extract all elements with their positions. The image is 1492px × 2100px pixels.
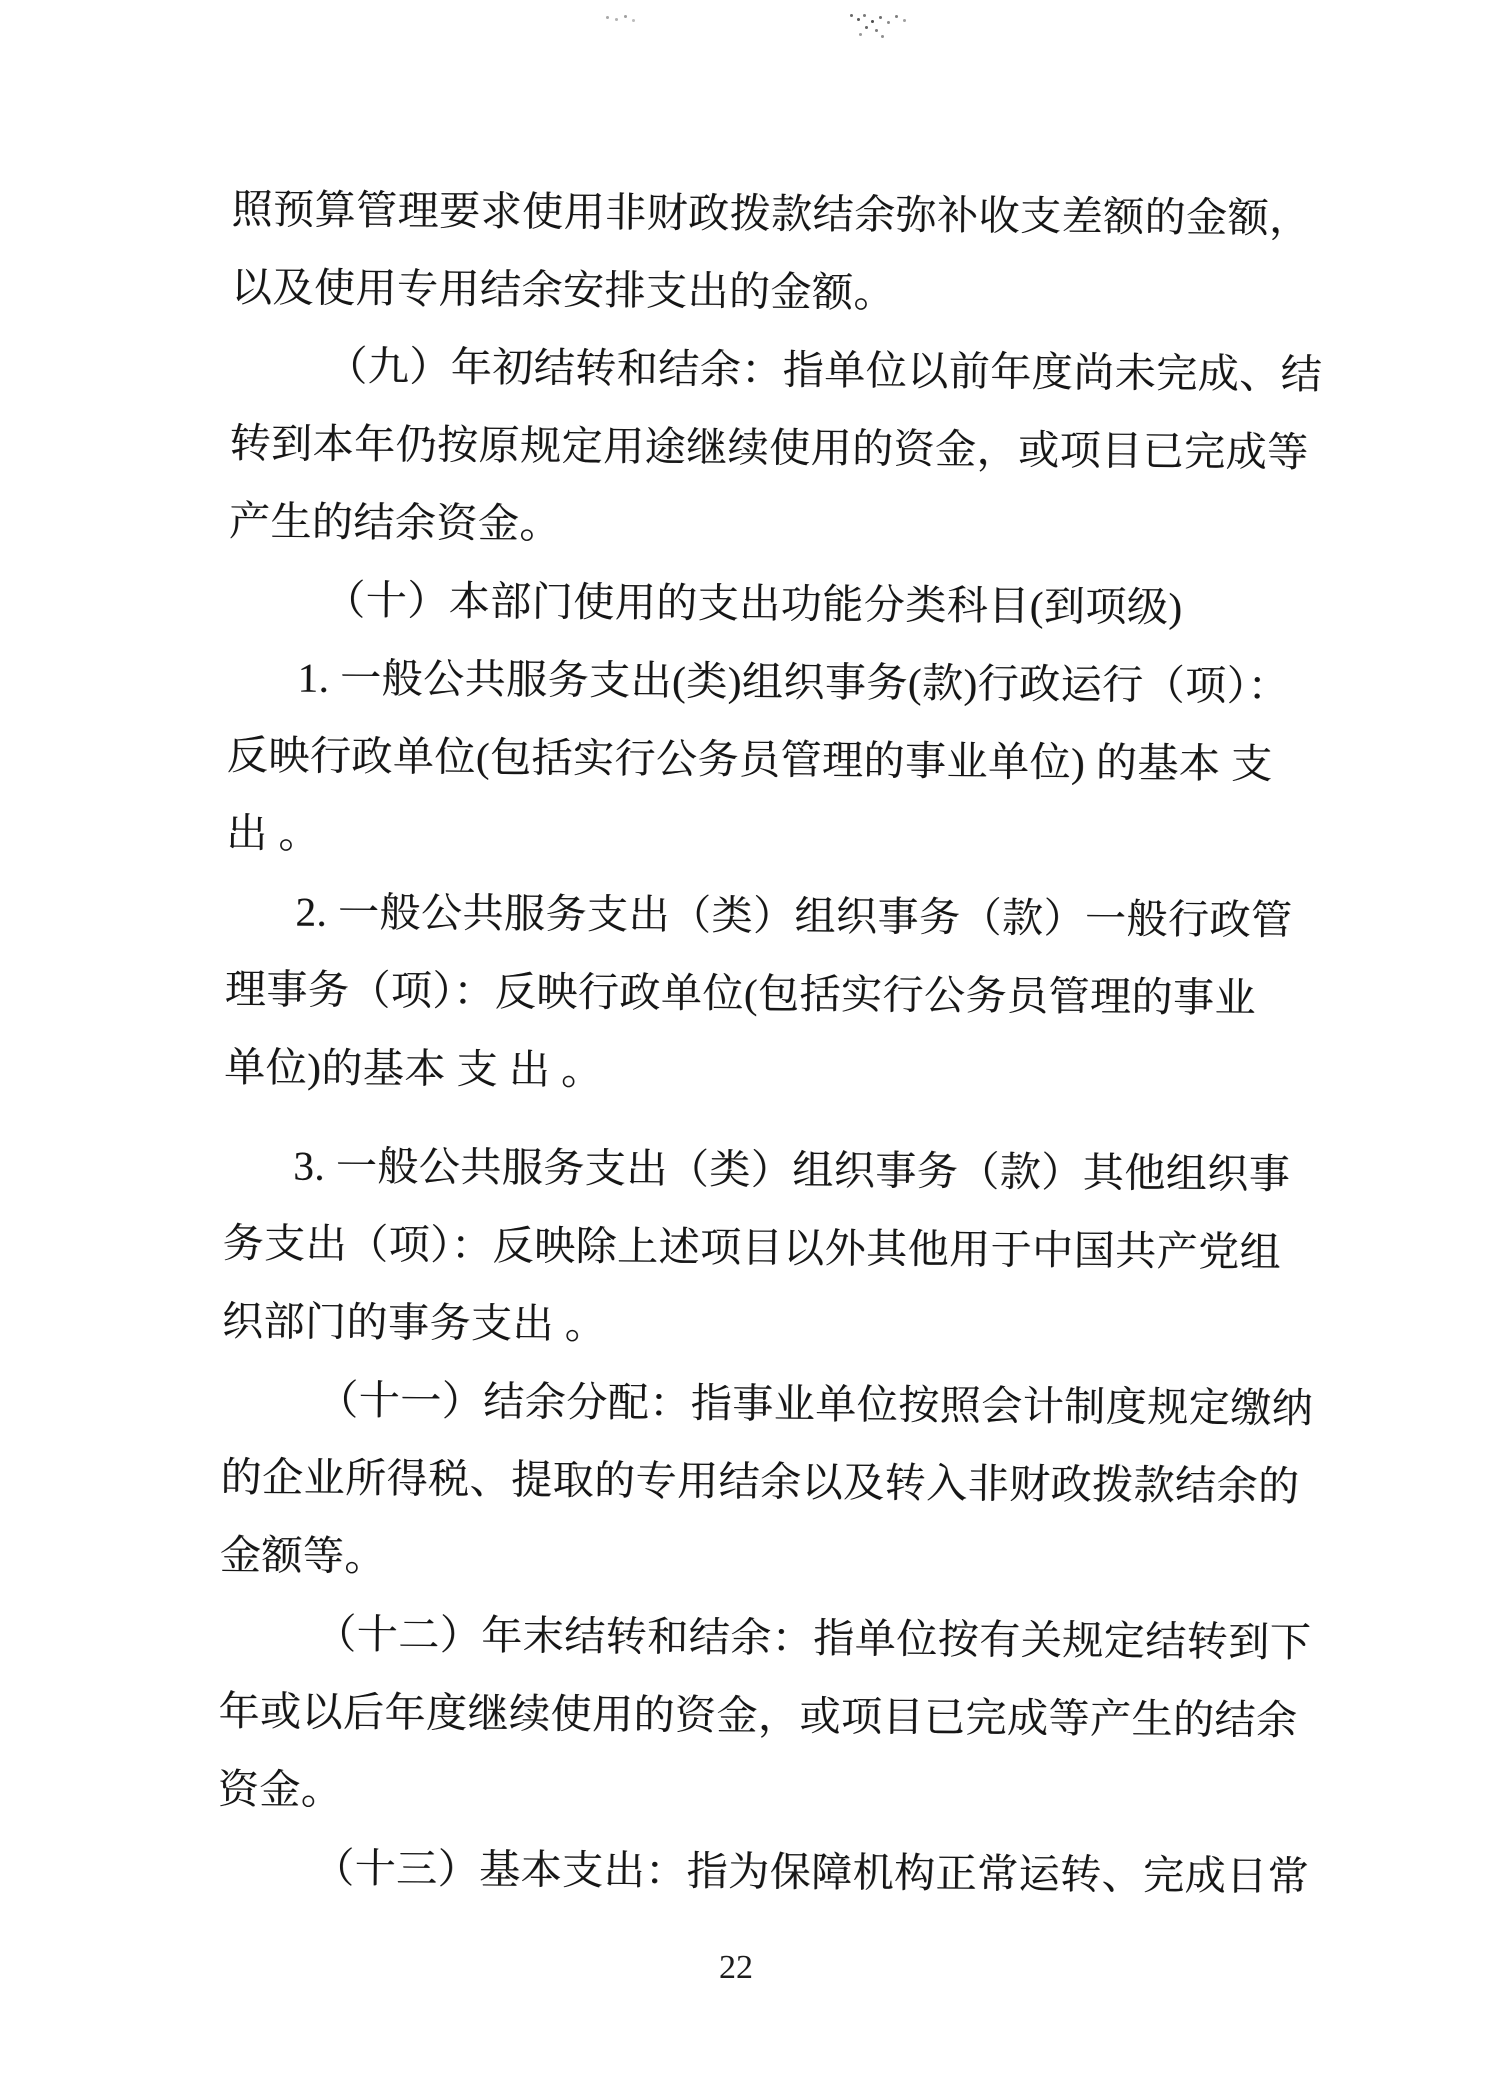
text-line: 的企业所得税、提取的专用结余以及转入非财政拨款结余的 (220, 1453, 1300, 1510)
text-line: （十三）基本支出：指为保障机构正常运转、完成日常 (312, 1844, 1310, 1900)
paragraph (222, 1126, 1334, 1370)
scan-noise-speck-left (606, 16, 609, 19)
paragraph (229, 326, 1341, 570)
text-line: 照预算管理要求使用非财政拨款结余弥补收支差额的金额， (231, 185, 1311, 242)
text-line: 资金。 (217, 1765, 343, 1814)
paragraph (220, 1360, 1332, 1604)
text-line: （十二）年末结转和结余：指单位按有关规定结转到下 (315, 1610, 1312, 1666)
paragraph (224, 872, 1336, 1116)
page-number: 22 (719, 1949, 753, 1986)
document-body (217, 170, 1342, 1916)
text-line: 织部门的事务支出 。 (221, 1297, 607, 1348)
text-line: （十一）结余分配：指事业单位按照会计制度规定缴纳 (317, 1376, 1314, 1432)
text-line: 出 。 (226, 809, 321, 857)
scan-noise-speck-right (850, 14, 853, 17)
text-line: 以及使用专用结余安排支出的金额。 (230, 263, 896, 316)
text-line: 2. 一般公共服务支出（类）组织事务（款）一般行政管 (295, 888, 1293, 944)
paragraph (226, 638, 1338, 882)
text-line: 转到本年仍按原规定用途继续使用的资金，或项目已完成等 (229, 419, 1309, 476)
paragraph (218, 1594, 1330, 1838)
text-line: （九）年初结转和结余：指单位以前年度尚未完成、结 (326, 342, 1323, 398)
text-line: 3. 一般公共服务支出（类）组织事务（款）其他组织事 (293, 1142, 1291, 1198)
paragraph (217, 1828, 1328, 1916)
paragraph (228, 560, 1339, 648)
text-line: 年或以后年度继续使用的资金，或项目已完成等产生的结余 (218, 1687, 1298, 1744)
text-line: 反映行政单位(包括实行公务员管理的事业单位) 的基本 支 (226, 731, 1273, 788)
text-line: 金额等。 (219, 1531, 387, 1580)
text-line: 务支出（项）：反映除上述项目以外其他用于中国共产党组 (222, 1219, 1282, 1276)
text-line: （十）本部门使用的支出功能分类科目(到项级) (324, 576, 1183, 631)
text-line: 1. 一般公共服务支出(类)组织事务(款)行政运行（项）： (297, 654, 1290, 710)
text-line: 产生的结余资金。 (228, 497, 562, 547)
paragraph (231, 170, 1342, 336)
text-line: 理事务（项）：反映行政单位(包括实行公务员管理的事业 (224, 965, 1257, 1021)
text-line: 单位)的基本 支 出 。 (223, 1043, 603, 1094)
